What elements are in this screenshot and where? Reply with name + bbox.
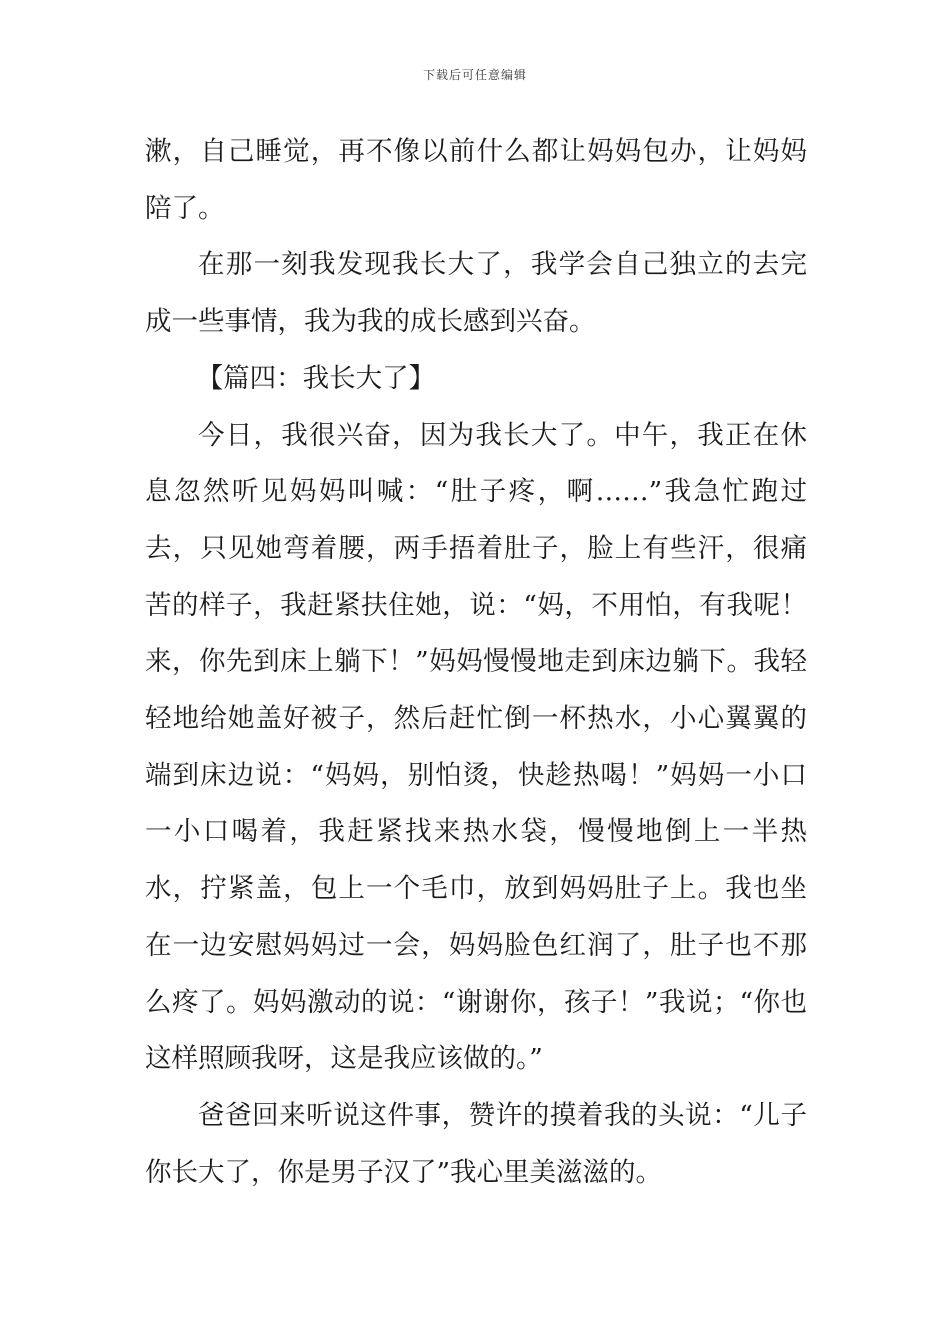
paragraph-growth-realization: 在那一刻我发现我长大了，我学会自己独立的去完成一些事情，我为我的成长感到兴奋。 bbox=[145, 249, 807, 338]
document-body bbox=[145, 124, 807, 1201]
paragraph-conclusion: 爸爸回来听说这件事，赞许的摸着我的头说：“儿子你长大了，你是男子汉了”我心里美滋滋的。 bbox=[145, 1099, 807, 1188]
section-heading: 【篇四：我长大了】 bbox=[196, 362, 436, 394]
page-header: 下载后可任意编辑 bbox=[422, 68, 527, 82]
paragraph-continuation: 漱，自己睡觉，再不像以前什么都让妈妈包办，让妈妈陪了。 bbox=[145, 136, 807, 224]
paragraph-story: 今日，我很兴奋，因为我长大了。中午，我正在休息忽然听见妈妈叫喊：“肚子疼，啊……”我急忙跑过去，只见她弯着腰，两手捂着肚子，脸上有些汗，很痛苦的样子，我赶紧扶住她，说：“妈，不用怕，有我呢！来，你先到床上躺下！”妈妈慢慢地走到床边躺下。我轻轻地给她盖好被子，然后赶忙倒一杯热水，小心翼翼的端到床边说：“妈妈，别怕烫，快趁热喝！”妈妈一小口一小口喝着，我赶紧找来热水袋，慢慢地倒上一半热水，拧紧盖，包上一个毛巾，放到妈妈肚子上。我也坐在一边安慰妈妈过一会，妈妈脸色红润了，肚子也不那么疼了。妈妈激动的说：“谢谢你，孩子！”我说；“你也这样照顾我呀，这是我应该做的。” bbox=[145, 419, 807, 1075]
